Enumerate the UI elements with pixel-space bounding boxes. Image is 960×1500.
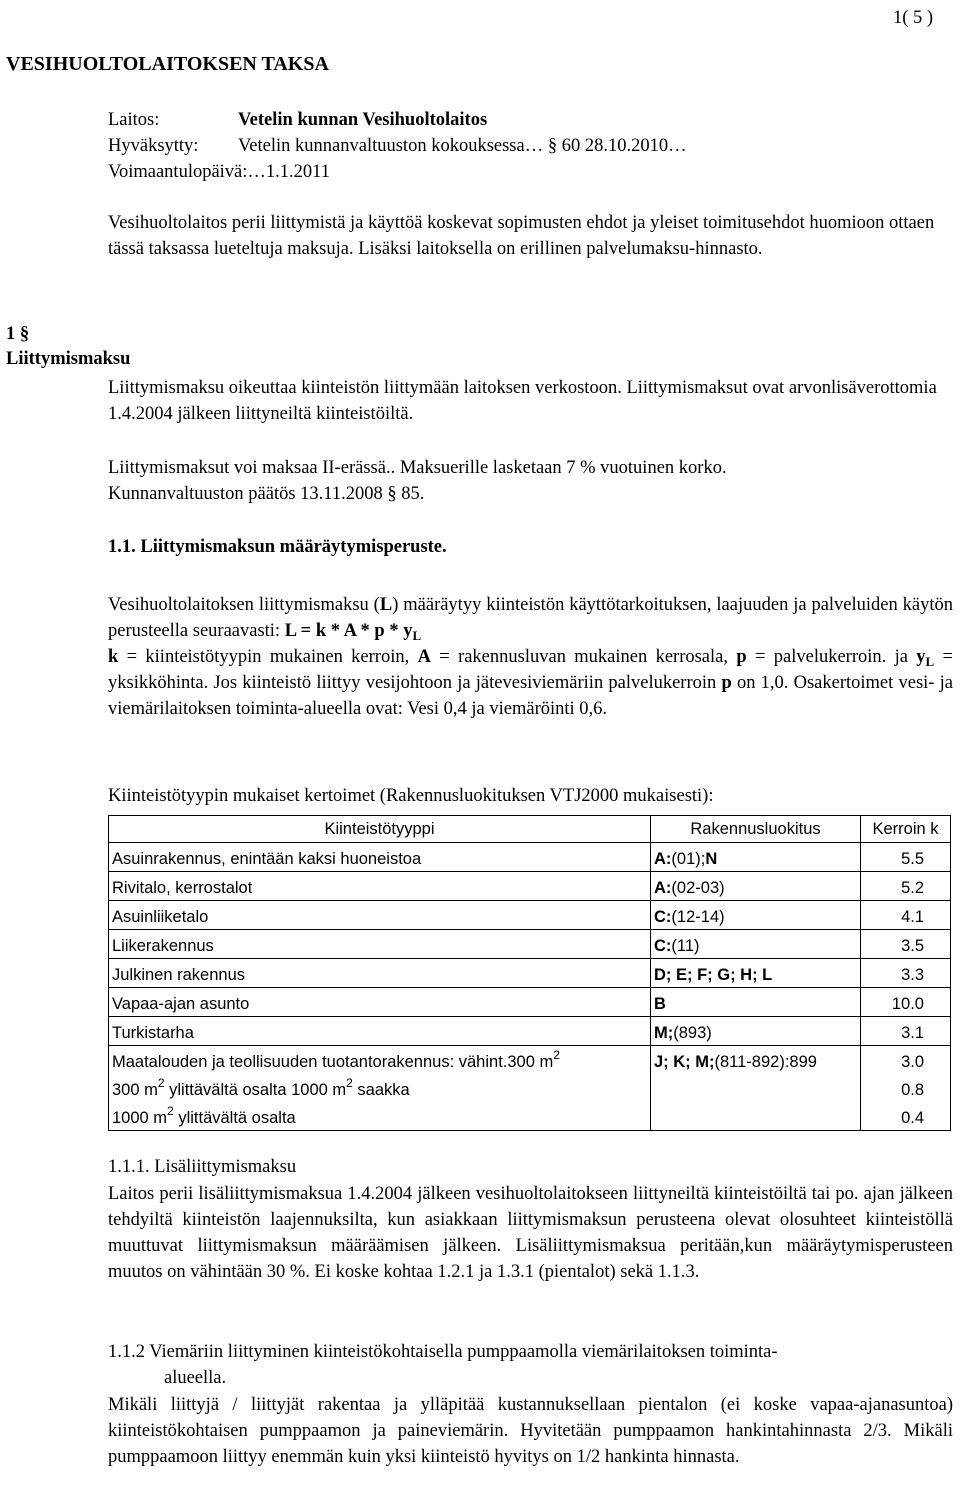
cell-class — [651, 1074, 861, 1102]
page-number: 1( 5 ) — [893, 8, 934, 28]
class-code: D; E; F; G; H; L — [654, 966, 773, 984]
class-detail: (02-03) — [671, 879, 725, 897]
cell-coefficient: 10.0 — [861, 988, 951, 1017]
column-header: Kiinteistötyyppi — [109, 816, 651, 843]
cell-coefficient: 5.5 — [861, 843, 951, 872]
cell-type — [109, 1046, 651, 1075]
subsection-1-1-2-paragraph — [108, 1392, 953, 1470]
text-part: saakka — [352, 1081, 410, 1099]
text-part: = rakennusluvan mukainen kerrosala, — [430, 647, 737, 667]
symbol-A: A — [417, 647, 431, 667]
document-title: VESIHUOLTOLAITOKSEN TAKSA — [6, 53, 329, 75]
cell-type: Vapaa-ajan asunto — [109, 988, 651, 1017]
intro-text: Vesihuoltolaitos perii liittymistä ja käyttöä koskevat sopimusten ehdot ja yleiset toimitusehdot huomioon ottaen tässä taksassa lueteltuja maksuja. Lisäksi laitoksella on erillinen palvelumaksu-hinnasto. — [108, 213, 935, 259]
text-part: Vesihuoltolaitoksen liittymismaksu ( — [108, 595, 380, 615]
column-header: Kerroin k — [861, 816, 951, 843]
table-row — [109, 1046, 951, 1075]
cell-class — [651, 959, 861, 988]
text-part: ylittävältä osalta 1000 m — [164, 1081, 347, 1099]
text-part: = kiinteistötyypin mukainen kerroin, — [118, 647, 418, 667]
cell-class — [651, 1102, 861, 1131]
class-detail: (12-14) — [671, 908, 725, 926]
symbol-y — [916, 647, 934, 667]
table-row — [109, 1102, 951, 1131]
subsection-heading-1-1-1: 1.1.1. Lisäliittymismaksu — [108, 1157, 297, 1177]
cell-coefficient: 4.1 — [861, 901, 951, 930]
class-code: A: — [654, 850, 672, 868]
table-header-row — [109, 816, 951, 843]
class-code: B — [654, 995, 666, 1013]
table-row — [109, 1017, 951, 1046]
table-row — [109, 959, 951, 988]
cell-class — [651, 930, 861, 959]
hyvaksytty-value: Vetelin kunnanvaltuuston kokouksessa… § 60 28.10.2010… — [238, 136, 687, 156]
section1-line-decision: Kunnanvaltuuston päätös 13.11.2008 § 85. — [108, 484, 425, 504]
symbol-y-subscript: L — [925, 654, 935, 669]
laitos-label: Laitos: — [108, 110, 160, 130]
class-code: J; K; M; — [654, 1053, 715, 1071]
section-number: 1 § — [6, 324, 30, 344]
formula-subscript: L — [412, 628, 422, 643]
table-row — [109, 901, 951, 930]
class-detail: (811-892):899 — [714, 1053, 817, 1071]
superscript: 2 — [553, 1048, 560, 1062]
cell-type: Rivitalo, kerrostalot — [109, 872, 651, 901]
section-heading: Liittymismaksu — [6, 349, 131, 369]
cell-class — [651, 843, 861, 872]
symbol-k: k — [108, 647, 119, 667]
voimaantulo-date: Voimaantulopäivä:…1.1.2011 — [108, 162, 330, 182]
section1-paragraph1 — [108, 375, 953, 427]
hyvaksytty-label: Hyväksytty: — [108, 136, 199, 156]
text-part: = palvelukerroin. ja — [746, 647, 917, 667]
cell-class — [651, 901, 861, 930]
class-detail: (01); — [671, 850, 706, 868]
superscript: 2 — [346, 1076, 353, 1090]
cell-type: Julkinen rakennus — [109, 959, 651, 988]
class-code: C: — [654, 908, 672, 926]
class-code: A: — [654, 879, 672, 897]
cell-coefficient: 3.3 — [861, 959, 951, 988]
symbol-p: p — [721, 673, 732, 693]
table-row — [109, 872, 951, 901]
text-part: ) määräytyy kiinteistön käyttötarkoituksen, laajuuden ja palveluiden käytön perusteella seuraavasti: — [108, 595, 953, 641]
subsection-heading-1-1: 1.1. Liittymismaksun määräytymisperuste. — [108, 537, 447, 557]
class-detail: (11) — [671, 937, 700, 955]
coefficient-table — [108, 815, 951, 1131]
text-part: on 1,0. Osakertoimet vesi- ja viemärilaitoksen toiminta-alueella ovat: Vesi 0,4 ja viemäröinti 0,6. — [108, 673, 953, 719]
section1-line-installments: Liittymismaksut voi maksaa II-erässä.. Maksuerille lasketaan 7 % vuotuinen korko. — [108, 458, 727, 478]
subsection-1-1-1-text: Laitos perii lisäliittymismaksua 1.4.2004 jälkeen vesihuoltolaitokseen liittyneiltä kiinteistöiltä tai po. ajan jälkeen tehdyiltä kiinteistön laajennuksilta, kun asiakkaan liittymismaksun perusteena olevat olosuhteet kiinteistöllä muuttuvat liittymismaksun määräämisen jälkeen. Lisäliittymismaksua peritään,kun määräytymisperusteen muutos on vähintään 30 %. Ei koske kohtaa 1.2.1 ja 1.3.1 (pientalot) sekä 1.1.3. — [108, 1184, 953, 1282]
cell-type: Liikerakennus — [109, 930, 651, 959]
subsection-1-1-2-text: Mikäli liittyjä / liittyjät rakentaa ja ylläpitää kustannuksellaan pientalon (ei koske vapaa-ajanasuntoa) kiinteistökohtaisen pumppaamon ja paineviemärin. Hyvitetään pumppaamon hankintahinnasta 2/3. Mikäli pumppaamoon liittyy enemmän kuin yksi kiinteistö hyvitys on 1/2 hankinta hinnasta. — [108, 1395, 953, 1467]
text-part: 300 m — [112, 1081, 158, 1099]
class-code: C: — [654, 937, 672, 955]
subsection-1-1-text — [108, 592, 953, 722]
table-row — [109, 843, 951, 872]
cell-coefficient: 0.8 — [861, 1074, 951, 1102]
column-header: Rakennusluokitus — [651, 816, 861, 843]
cell-type: Turkistarha — [109, 1017, 651, 1046]
text-part: = yksikköhinta. Jos kiinteistö liittyy vesijohtoon ja jätevesiviemäriin palvelukerroin — [108, 647, 953, 693]
cell-type: Asuinliiketalo — [109, 901, 651, 930]
table-caption: Kiinteistötyypin mukaiset kertoimet (Rakennusluokituksen VTJ2000 mukaisesti): — [108, 786, 714, 806]
cell-class — [651, 1046, 861, 1075]
table-row — [109, 1074, 951, 1102]
cell-type — [109, 1074, 651, 1102]
cell-class — [651, 988, 861, 1017]
cell-coefficient: 5.2 — [861, 872, 951, 901]
laitos-value: Vetelin kunnan Vesihuoltolaitos — [238, 110, 488, 130]
superscript: 2 — [167, 1104, 174, 1118]
text-part: 1000 m — [112, 1109, 168, 1127]
subsection-heading-1-1-2: 1.1.2 Viemäriin liittyminen kiinteistökohtaisella pumppaamolla viemärilaitoksen toiminta- — [108, 1342, 778, 1362]
cell-coefficient: 3.0 — [861, 1046, 951, 1075]
class-code: N — [705, 850, 718, 868]
symbol-y-text: y — [916, 647, 926, 667]
cell-type: Asuinrakennus, enintään kaksi huoneistoa — [109, 843, 651, 872]
subsection-heading-1-1-2-cont: alueella. — [164, 1368, 227, 1388]
symbol-L: L — [379, 595, 393, 615]
cell-coefficient: 3.5 — [861, 930, 951, 959]
table-row — [109, 988, 951, 1017]
superscript: 2 — [157, 1076, 165, 1090]
agri-type-text: Maatalouden ja teollisuuden tuotantorakennus: vähint.300 m — [112, 1053, 554, 1071]
cell-type — [109, 1102, 651, 1131]
text-part: ylittävältä osalta — [173, 1109, 296, 1127]
cell-coefficient: 0.4 — [861, 1102, 951, 1131]
subsection-1-1-1-paragraph — [108, 1181, 953, 1285]
symbol-p: p — [736, 647, 747, 667]
subsection-1-1-paragraph — [108, 592, 953, 722]
table-row — [109, 930, 951, 959]
intro-paragraph — [108, 210, 953, 262]
section1-text1: Liittymismaksu oikeuttaa kiinteistön liittymään laitoksen verkostoon. Liittymismaksut ovat arvonlisäverottomia 1.4.2004 jälkeen liittyneiltä kiinteistöiltä. — [108, 378, 937, 424]
formula — [285, 621, 421, 641]
formula-text: L = k * A * p * y — [284, 621, 413, 641]
class-detail: (893) — [673, 1024, 712, 1042]
cell-class — [651, 1017, 861, 1046]
cell-class — [651, 872, 861, 901]
class-code: M; — [654, 1024, 674, 1042]
cell-coefficient: 3.1 — [861, 1017, 951, 1046]
